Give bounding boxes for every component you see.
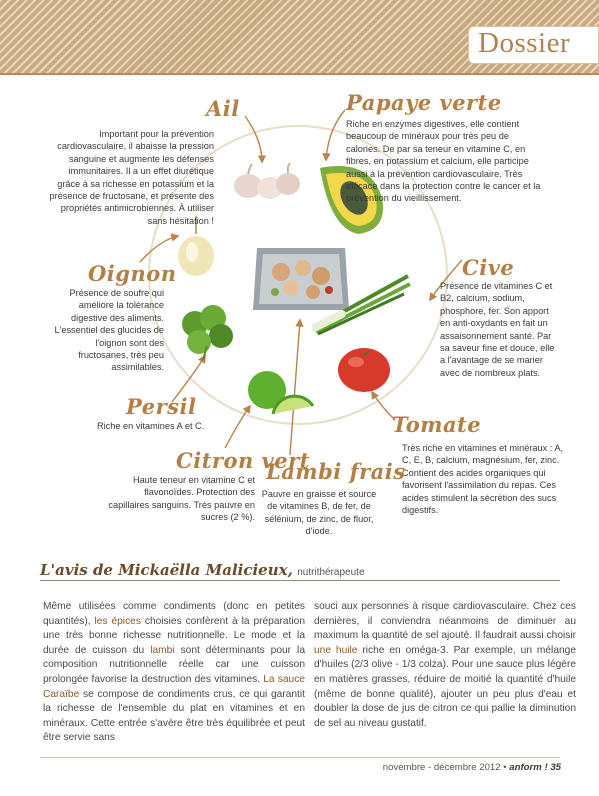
cive-image <box>312 270 412 338</box>
lime-image <box>245 368 315 422</box>
avis-divider <box>40 580 560 581</box>
garlic-image <box>230 160 302 202</box>
footer-divider <box>40 757 560 758</box>
avis-paragraph-1: Même utilisées comme condiments (donc en petites quantités), les épices choisies confèrent à la préparation une très bonne richesse nutritionnelle. Le mode et la durée de cuisson du lambi sont déterminants pour la composition nutritionnelle réelle car une cuisson prolongée favorise la destruction des vitamines. La sauce Caraïbe se compose de condiments crus, ce qui garantit la richesse de l'ensemble du plat en vitamines et en minéraux. Cette entrée s'avère être très équilibrée et peut être servie sans <box>43 601 305 744</box>
page-footer <box>383 762 561 773</box>
ail-title: Ail <box>206 96 240 121</box>
avis-paragraph-2: souci aux personnes à risque cardiovasculaire. Chez ces dernières, il conviendra néanmoins de diminuer au maximum la quantité de sel ajouté. Il faudrait aussi choisir une huile riche en oméga-3. Par exemple, un mélange d'huiles (2/3 olive - 1/3 colza). Pour une sauce plus légère en matières grasses, réduire de moitié la quantité d'huile (même de bonne qualité), ajouter un peu plus d'eau et doubler la dose de jus de citron ce qui pallie la diminution de sel au niveau gustatif. <box>314 601 576 729</box>
tomate-title: Tomate <box>392 412 482 437</box>
avis-column-1 <box>43 600 305 746</box>
papaye-title: Papaye verte <box>346 90 502 115</box>
parsley-image <box>177 302 239 360</box>
persil-title: Persil <box>126 394 197 419</box>
avis-heading <box>40 561 365 580</box>
page-number: 35 <box>550 762 561 773</box>
tomato-image <box>336 342 392 394</box>
cive-text: Présence de vitamines C et B2, calcium, sodium, phosphore, fer. Son apport en anti-oxydants en fait un assaisonnement santé. Par sa saveur fine et douce, elle a l'avantage de se marier avec de nombreux plats. <box>440 281 555 378</box>
tomate-text: Très riche en vitamines et minéraux : A, C, E, B, calcium, magnésium, fer, zinc. Contient des acides organiques qui favorisent l'assimilation du repas. Ces acides stimulent la sécrétion des sucs digestifs. <box>402 443 564 516</box>
persil-text: Riche en vitamines A et C. <box>97 421 205 431</box>
arrow-papaye <box>326 110 345 160</box>
footer-magazine: anform ! <box>509 762 548 773</box>
avis-column-2 <box>314 600 576 731</box>
cive-title: Cive <box>462 255 515 280</box>
arrow-oignon <box>140 236 178 262</box>
avis-role: nutrithérapeute <box>297 567 365 578</box>
arrow-ail <box>245 116 262 162</box>
ail-text: Important pour la prévention cardiovasculaire, il abaisse la pression sanguine et augmente les défenses immunitaires. Il a un effet diurétique grâce à sa richesse en potassium et la présence de fructosane, et présente des propriétés antimicrobiennes. À utiliser sans hésitation ! <box>49 129 214 226</box>
oignon-text: Présence de soufre qui améliore la tolérance digestive des aliments. L'essentiel des glucides de l'oignon sont des fructosanes, très peu assimilables. <box>54 288 164 373</box>
lambi-text: Pauvre en graisse et source de vitamines B, de fer, de sélénium, de zinc, de fluor, d'iode. <box>261 489 377 537</box>
lambi-title: Lambi frais <box>266 459 406 484</box>
oignon-title: Oignon <box>88 261 177 286</box>
citron-title: Citron vert <box>176 448 310 473</box>
avis-author: L'avis de Mickaëlla Malicieux, <box>40 561 293 579</box>
section-title: Dossier <box>478 27 571 59</box>
papaye-text: Riche en enzymes digestives, elle contient beaucoup de minéraux pour très peu de calories. De par sa teneur en vitamine C, en fibres, en potassium et calcium, elle participe aussi à la prévention cardiovasculaire. Très efficace dans la protection contre le cancer et la prévention du vieillissement. <box>346 119 541 204</box>
citron-text: Haute teneur en vitamine C et flavonoïdes. Protection des capillaires sanguins. Très pauvre en sucres (2 %). <box>108 475 255 523</box>
footer-date: novembre - décembre 2012 • <box>382 762 510 773</box>
